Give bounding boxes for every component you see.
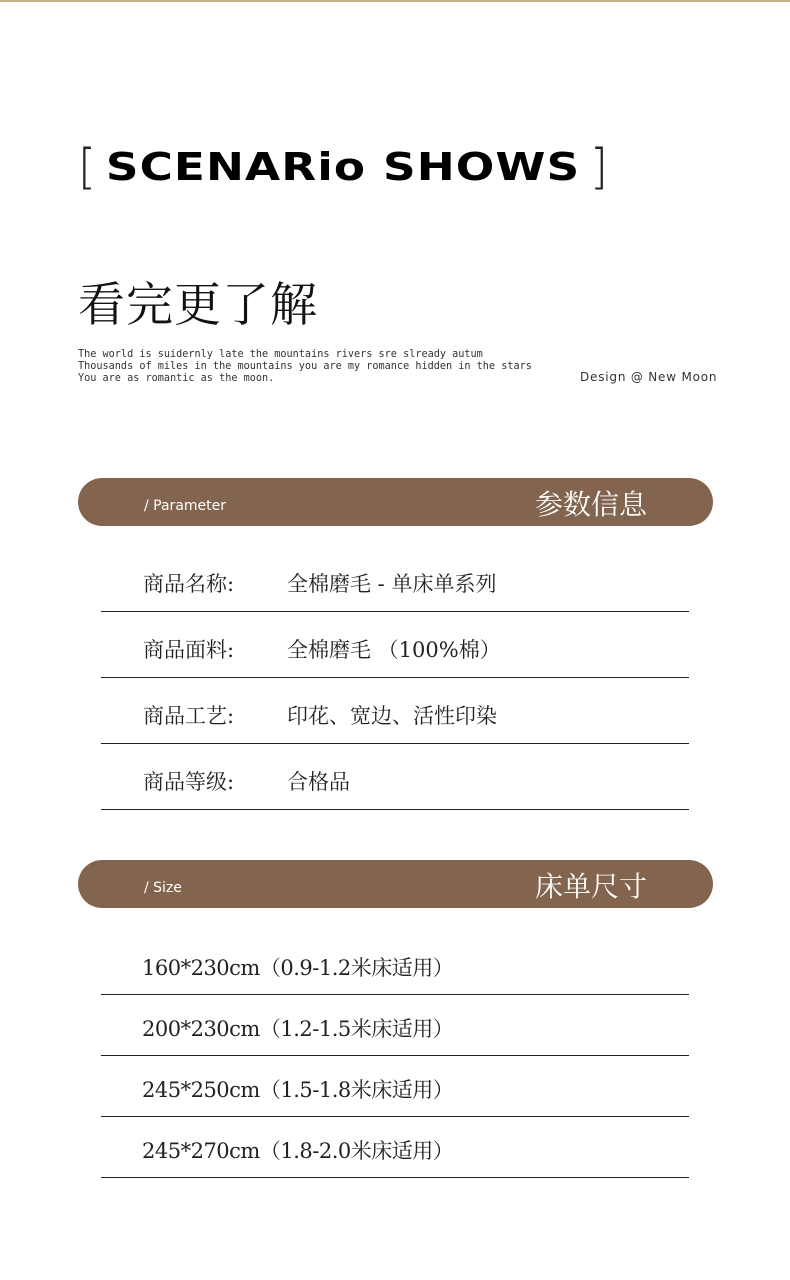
- size-value: 200*230cm（1.2-1.5米床适用）: [142, 1017, 454, 1041]
- poem-text: [78, 349, 532, 385]
- param-label: 商品工艺:: [143, 704, 235, 728]
- param-row: [101, 546, 689, 612]
- param-row: [101, 678, 689, 744]
- param-label: 商品等级:: [143, 770, 235, 794]
- size-row: [101, 995, 689, 1056]
- poem-line: Thousands of miles in the mountains you are my romance hidden in the stars: [78, 361, 532, 372]
- poem-line: The world is suidernly late the mountains rivers sre slready autum: [78, 349, 483, 360]
- param-label: 商品面料:: [143, 638, 235, 662]
- parameter-bar: [78, 478, 713, 526]
- param-row: [101, 612, 689, 678]
- size-row: [101, 1056, 689, 1117]
- size-value: 245*250cm（1.5-1.8米床适用）: [142, 1078, 454, 1102]
- poem-line: You are as romantic as the moon.: [78, 373, 275, 384]
- top-divider: [0, 0, 790, 2]
- page-title: 看完更了解: [78, 278, 318, 333]
- left-bracket: [: [78, 137, 96, 195]
- size-bar-en: / Size: [144, 880, 182, 896]
- param-value: 全棉磨毛 （100%棉）: [287, 638, 501, 662]
- size-row: [101, 934, 689, 995]
- size-value: 245*270cm（1.8-2.0米床适用）: [142, 1139, 454, 1163]
- right-bracket: ]: [590, 137, 608, 195]
- size-value: 160*230cm（0.9-1.2米床适用）: [142, 956, 454, 980]
- design-credit: Design @ New Moon: [580, 370, 718, 384]
- param-value: 合格品: [287, 770, 350, 794]
- param-label: 商品名称:: [143, 572, 235, 596]
- scenario-title: SCENARio SHOWS: [105, 143, 581, 189]
- scenario-shows-heading: [78, 137, 608, 195]
- param-value: 印花、宽边、活性印染: [287, 704, 497, 728]
- size-bar: [78, 860, 713, 908]
- param-row: [101, 744, 689, 810]
- size-row: [101, 1117, 689, 1178]
- size-bar-cn: 床单尺寸: [534, 870, 647, 903]
- parameter-bar-cn: 参数信息: [534, 488, 647, 521]
- param-value: 全棉磨毛 - 单床单系列: [287, 572, 497, 596]
- parameter-bar-en: / Parameter: [144, 498, 227, 514]
